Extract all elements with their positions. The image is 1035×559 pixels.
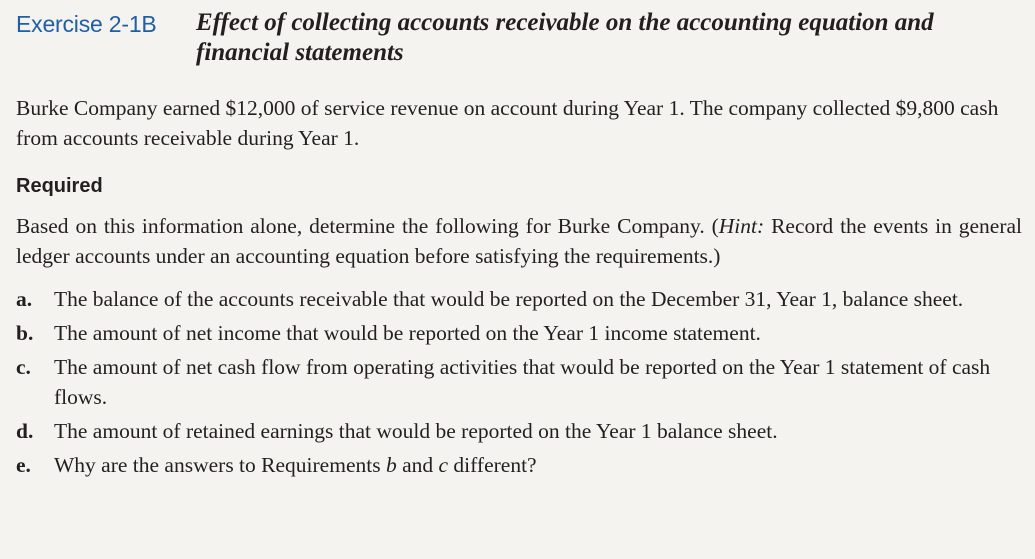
requirement-letter: b. [16, 321, 34, 345]
requirement-letter: a. [16, 287, 33, 311]
requirement-text: The amount of net cash flow from operating activities that would be reported on the Year 1 statement of cash flows. [54, 355, 991, 409]
requirement-text-and: and [396, 453, 439, 477]
requirement-text: The balance of the accounts receivable that would be reported on the December 31, Year 1, balance sheet. [54, 287, 964, 311]
requirement-ref-b: b [385, 453, 397, 477]
requirement-text-before: Why are the answers to Requirements [54, 453, 386, 477]
exercise-intro: Burke Company earned $12,000 of service revenue on account during Year 1. The company collected $9,800 cash from accounts receivable during Year 1. [16, 96, 999, 150]
requirement-item [16, 284, 1022, 314]
instructions-paragraph [16, 211, 1022, 271]
requirement-text [54, 450, 1022, 480]
requirement-item [16, 450, 1022, 480]
requirement-text: The amount of retained earnings that would be reported on the Year 1 balance sheet. [54, 419, 778, 443]
requirement-item [16, 352, 1022, 412]
requirement-letter: c. [16, 355, 31, 379]
exercise-number: Exercise 2-1B [16, 11, 157, 37]
requirement-text: The amount of net income that would be reported on the Year 1 income statement. [54, 321, 761, 345]
requirement-letter: e. [16, 453, 31, 477]
hint-label: Hint: [718, 214, 765, 238]
requirement-letter: d. [16, 419, 34, 443]
exercise-header [16, 8, 1022, 68]
requirements-list [16, 284, 1022, 480]
hint-text: Record the events in general ledger accounts under an accounting equation before satisfying the requirements.) [16, 214, 1022, 268]
requirement-text-after: different? [448, 453, 537, 477]
requirement-item [16, 318, 1022, 348]
exercise-page [16, 8, 1022, 484]
requirement-ref-c: c [438, 453, 449, 477]
required-heading: Required [16, 175, 103, 197]
exercise-title: Effect of collecting accounts receivable on the accounting equation and financial statements [196, 9, 934, 66]
requirement-item [16, 416, 1022, 446]
instructions-lead: Based on this information alone, determine the following for Burke Company. ( [16, 214, 719, 238]
